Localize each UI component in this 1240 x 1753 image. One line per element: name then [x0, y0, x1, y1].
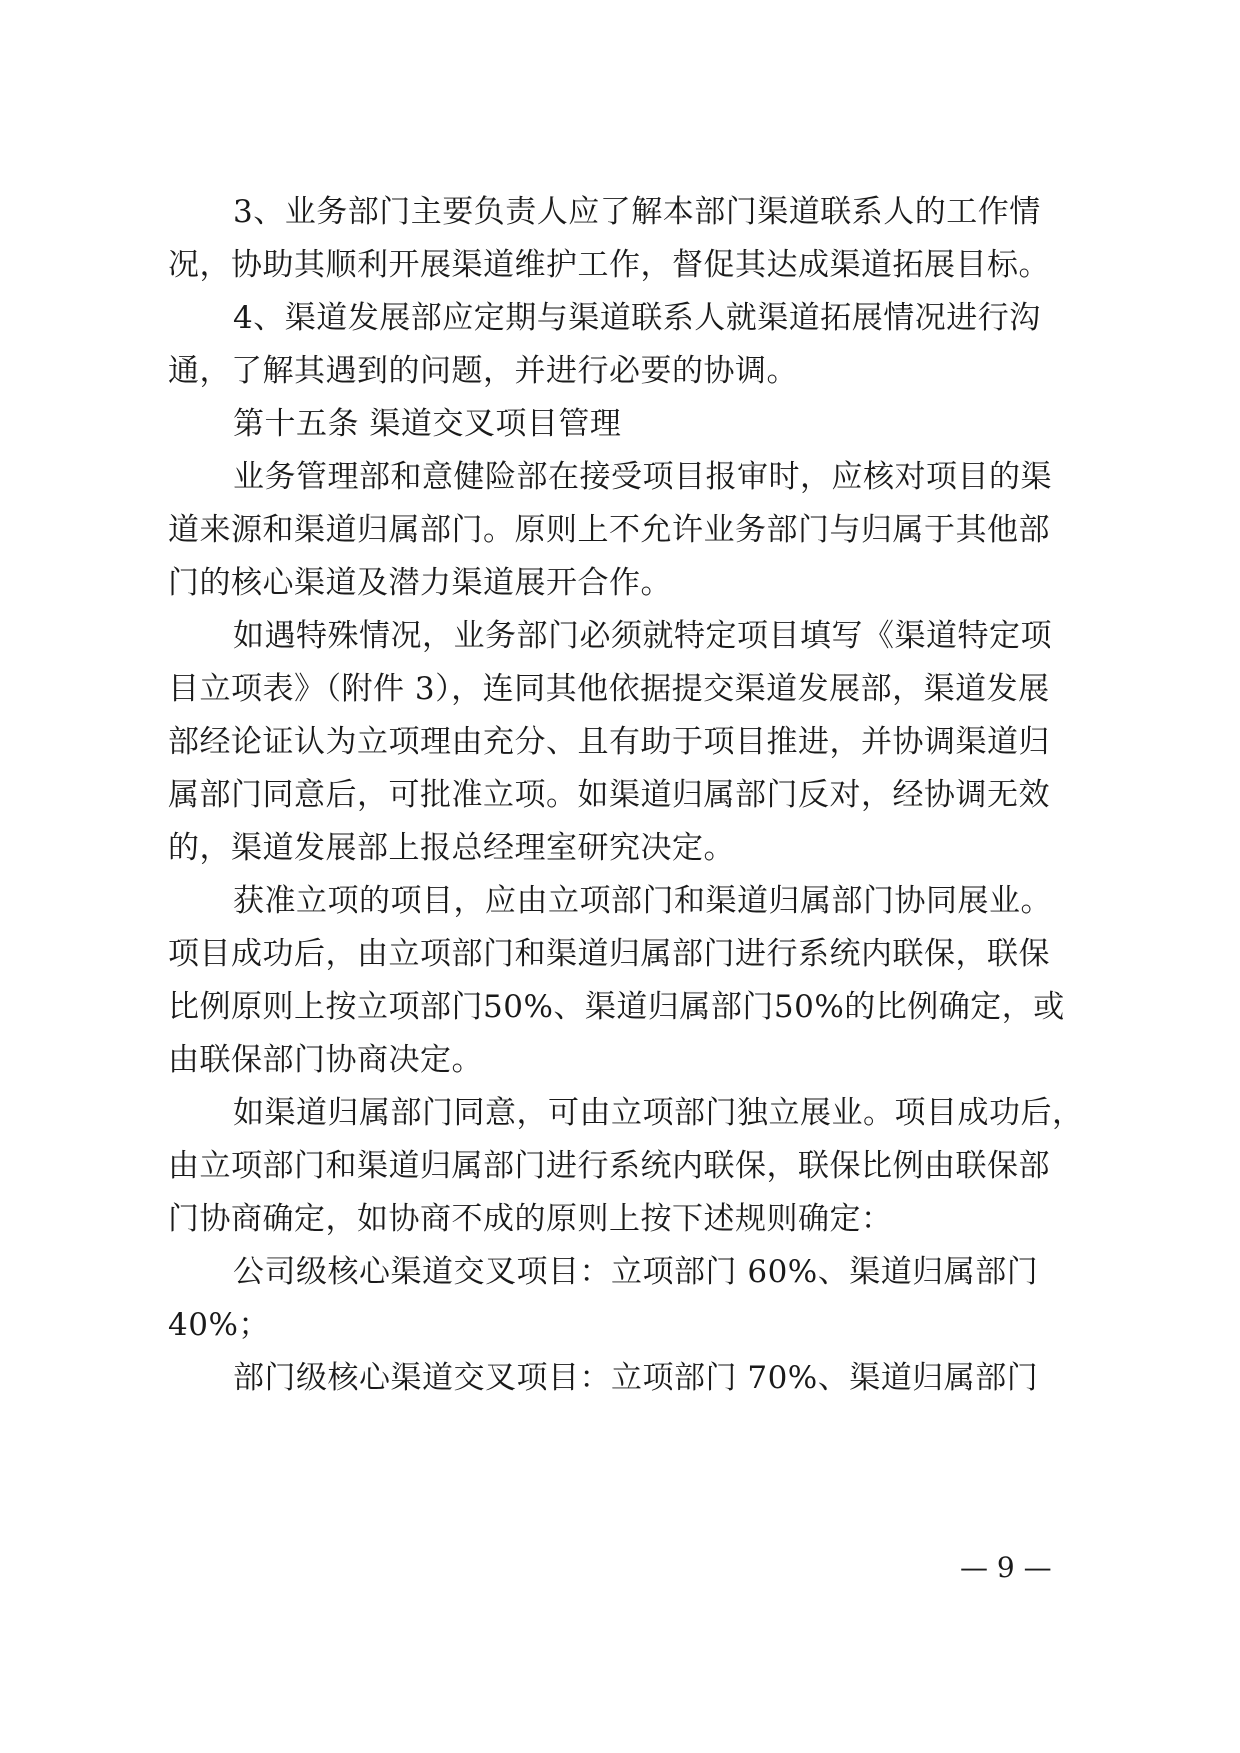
text-line: 如渠道归属部门同意，可由立项部门独立展业。项目成功后， — [233, 1095, 1084, 1131]
text-line: 4、渠道发展部应定期与渠道联系人就渠道拓展情况进行沟 — [233, 300, 1041, 336]
text-line: 比例原则上按立项部门50%、渠道归属部门50%的比例确定，或 — [168, 989, 1065, 1025]
text-line: 40%； — [168, 1307, 270, 1343]
text-line: 公司级核心渠道交叉项目：立项部门 60%、渠道归属部门 — [233, 1254, 1039, 1290]
text-line: 由联保部门协商决定。 — [168, 1042, 483, 1078]
text-line: 的，渠道发展部上报总经理室研究决定。 — [168, 830, 735, 866]
text-line: 3、业务部门主要负责人应了解本部门渠道联系人的工作情 — [233, 194, 1041, 230]
section-heading: 第十五条 渠道交叉项目管理 — [233, 406, 622, 442]
text-line: 项目成功后，由立项部门和渠道归属部门进行系统内联保，联保 — [168, 936, 1050, 972]
text-line: 道来源和渠道归属部门。原则上不允许业务部门与归属于其他部 — [168, 512, 1050, 548]
text-line: 部门级核心渠道交叉项目：立项部门 70%、渠道归属部门 — [233, 1360, 1039, 1396]
text-line: 部经论证认为立项理由充分、且有助于项目推进，并协调渠道归 — [168, 724, 1050, 760]
text-line: 门协商确定，如协商不成的原则上按下述规则确定： — [168, 1201, 893, 1237]
text-line: 属部门同意后，可批准立项。如渠道归属部门反对，经协调无效 — [168, 777, 1050, 813]
text-line: 业务管理部和意健险部在接受项目报审时，应核对项目的渠 — [233, 459, 1052, 495]
text-line: 获准立项的项目，应由立项部门和渠道归属部门协同展业。 — [233, 883, 1052, 919]
text-line: 门的核心渠道及潜力渠道展开合作。 — [168, 565, 672, 601]
text-line: 通，了解其遇到的问题，并进行必要的协调。 — [168, 353, 798, 389]
text-line: 由立项部门和渠道归属部门进行系统内联保，联保比例由联保部 — [168, 1148, 1050, 1184]
text-line: 目立项表》（附件 3），连同其他依据提交渠道发展部，渠道发展 — [168, 671, 1050, 707]
page-number: — 9 — — [960, 1551, 1052, 1584]
text-line: 况，协助其顺利开展渠道维护工作，督促其达成渠道拓展目标。 — [168, 247, 1050, 283]
text-line: 如遇特殊情况，业务部门必须就特定项目填写《渠道特定项 — [233, 618, 1052, 654]
